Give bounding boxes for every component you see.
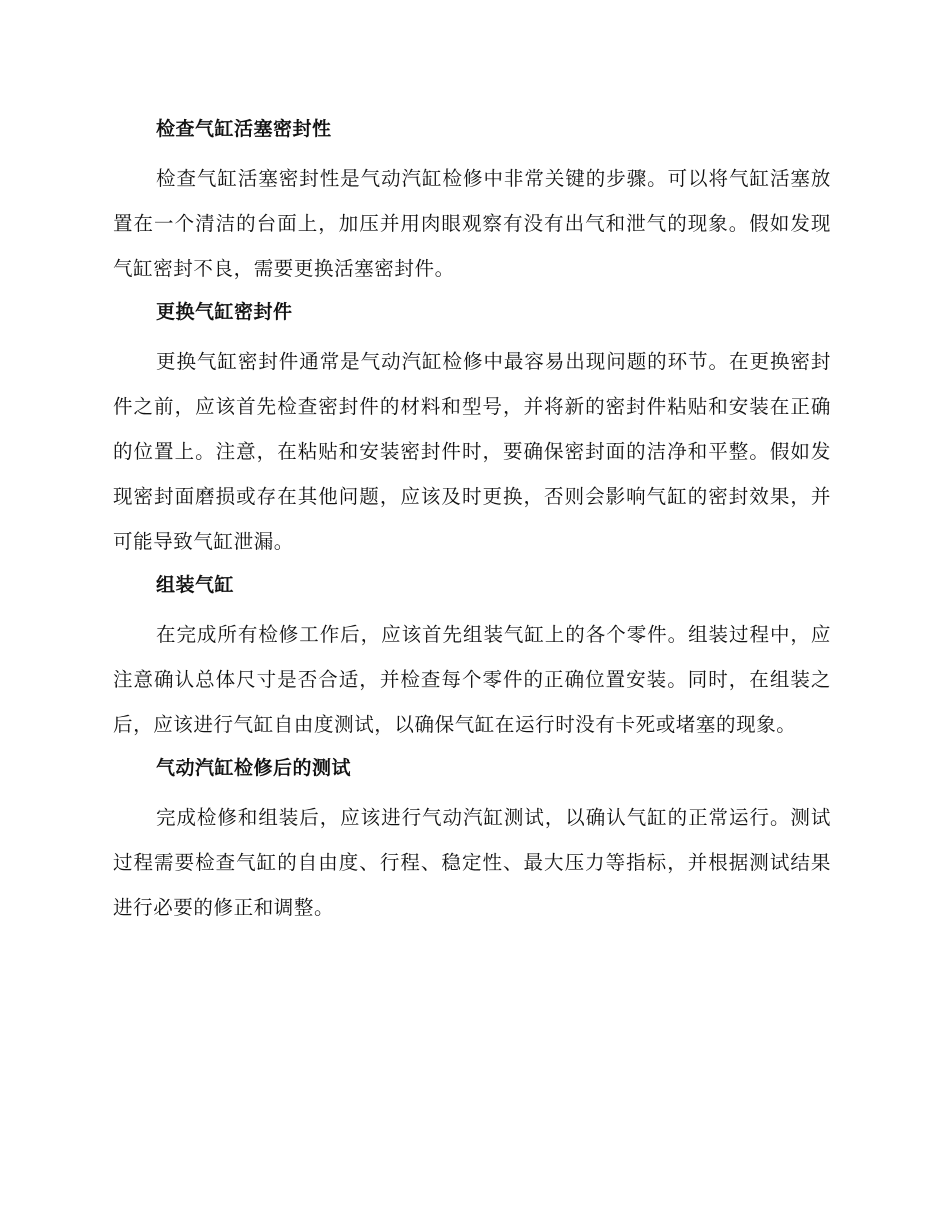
section-paragraph: 完成检修和组装后，应该进行气动汽缸测试，以确认气缸的正常运行。测试过程需要检查气缸的自由度、行程、稳定性、最大压力等指标，并根据测试结果进行必要的修正和调整。 xyxy=(113,806,831,919)
section-heading: 组装气缸 xyxy=(156,574,235,596)
section-paragraph: 更换气缸密封件通常是气动汽缸检修中最容易出现问题的环节。在更换密封件之前，应该首先检查密封件的材料和型号，并将新的密封件粘贴和安装在正确的位置上。注意，在粘贴和安装密封件时，要确保密封面的洁净和平整。假如发现密封面磨损或存在其他问题，应该及时更换，否则会影响气缸的密封效果，并可能导致气缸泄漏。 xyxy=(113,350,831,553)
section-assemble-cylinder xyxy=(113,570,831,747)
section-paragraph: 在完成所有检修工作后，应该首先组装气缸上的各个零件。组装过程中，应注意确认总体尺寸是否合适，并检查每个零件的正确位置安装。同时，在组装之后，应该进行气缸自由度测试，以确保气缸在运行时没有卡死或堵塞的现象。 xyxy=(113,623,831,736)
section-post-repair-test xyxy=(113,753,831,930)
document-page xyxy=(113,108,831,936)
section-piston-seal-check xyxy=(113,114,831,291)
section-heading: 气动汽缸检修后的测试 xyxy=(156,757,352,779)
section-heading: 更换气缸密封件 xyxy=(156,301,293,323)
section-paragraph: 检查气缸活塞密封性是气动汽缸检修中非常关键的步骤。可以将气缸活塞放置在一个清洁的台面上，加压并用肉眼观察有没有出气和泄气的现象。假如发现气缸密封不良，需要更换活塞密封件。 xyxy=(113,167,831,280)
section-heading: 检查气缸活塞密封性 xyxy=(156,118,332,140)
section-replace-seals xyxy=(113,297,831,564)
